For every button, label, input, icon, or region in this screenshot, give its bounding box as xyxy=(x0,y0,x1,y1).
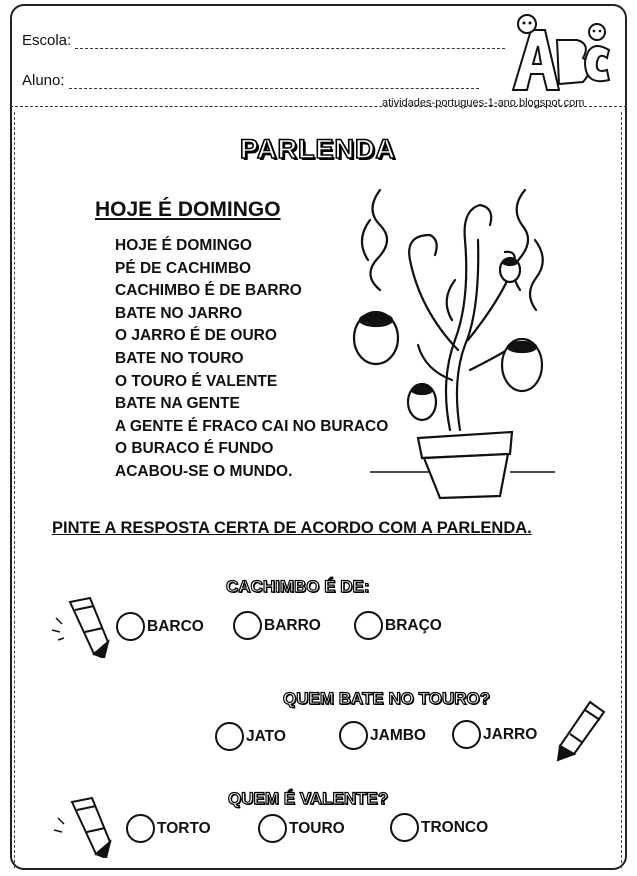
poem-line: BATE NO JARRO xyxy=(115,304,243,322)
student-field[interactable] xyxy=(22,72,479,89)
poem-title: HOJE É DOMINGO xyxy=(95,198,281,221)
option-jarro[interactable] xyxy=(452,720,537,749)
school-label: Escola: xyxy=(22,32,72,49)
answer-circle[interactable] xyxy=(354,611,383,640)
answer-circle[interactable] xyxy=(390,813,419,842)
option-jato[interactable] xyxy=(215,722,286,751)
student-line[interactable] xyxy=(69,74,479,89)
answer-circle[interactable] xyxy=(215,722,244,751)
page-title: PARLENDA xyxy=(240,134,396,164)
question-2: QUEM BATE NO TOURO? xyxy=(283,689,491,708)
crayon-icon xyxy=(50,596,120,658)
option-barco[interactable] xyxy=(116,612,204,641)
option-torto[interactable] xyxy=(126,814,211,843)
student-label: Aluno: xyxy=(22,72,65,89)
answer-circle[interactable] xyxy=(452,720,481,749)
poem-line: O JARRO É DE OURO xyxy=(115,327,277,345)
poem-line: CACHIMBO É DE BARRO xyxy=(115,282,302,300)
abc-letters-illustration xyxy=(505,10,615,98)
poem-line: O BURACO É FUNDO xyxy=(115,440,274,458)
instruction-text: PINTE A RESPOSTA CERTA DE ACORDO COM A PARLENDA. xyxy=(52,519,532,537)
option-label: BRAÇO xyxy=(385,616,442,634)
option-label: TOURO xyxy=(289,819,345,837)
option-barro[interactable] xyxy=(233,611,321,640)
option-label: BARCO xyxy=(147,617,204,635)
left-dashed-margin xyxy=(14,112,15,868)
option-label: JARRO xyxy=(483,725,538,743)
poem-line: PÉ DE CACHIMBO xyxy=(115,259,252,277)
option-label: JATO xyxy=(246,727,286,745)
right-dashed-margin xyxy=(621,112,622,868)
answer-circle[interactable] xyxy=(126,814,155,843)
poem-line: A GENTE É FRACO CAI NO BURACO xyxy=(115,417,389,435)
poem-line: O TOURO É VALENTE xyxy=(115,372,278,390)
poem-line: BATE NA GENTE xyxy=(115,395,240,413)
poem-line: BATE NO TOURO xyxy=(115,349,244,367)
school-field[interactable] xyxy=(22,32,505,49)
option-label: TORTO xyxy=(157,819,211,837)
poem-line: ACABOU-SE O MUNDO. xyxy=(115,462,293,480)
crayon-icon xyxy=(52,796,122,858)
option-braco[interactable] xyxy=(354,611,442,640)
answer-circle[interactable] xyxy=(339,721,368,750)
crayon-icon xyxy=(550,698,610,764)
poem-line: HOJE É DOMINGO xyxy=(115,237,252,254)
answer-circle[interactable] xyxy=(233,611,262,640)
option-label: BARRO xyxy=(264,616,321,634)
option-label: JAMBO xyxy=(370,726,426,744)
website-url: atividades-portugues-1-ano.blogspot.com xyxy=(382,97,585,109)
answer-circle[interactable] xyxy=(258,814,287,843)
answer-circle[interactable] xyxy=(116,612,145,641)
pipe-plant-illustration xyxy=(340,180,560,500)
option-label: TRONCO xyxy=(421,818,489,836)
option-touro[interactable] xyxy=(258,814,345,843)
school-line[interactable] xyxy=(75,34,505,49)
question-3: QUEM É VALENTE? xyxy=(228,789,389,808)
option-tronco[interactable] xyxy=(390,813,488,842)
question-1: CACHIMBO É DE: xyxy=(226,577,370,596)
option-jambo[interactable] xyxy=(339,721,426,750)
